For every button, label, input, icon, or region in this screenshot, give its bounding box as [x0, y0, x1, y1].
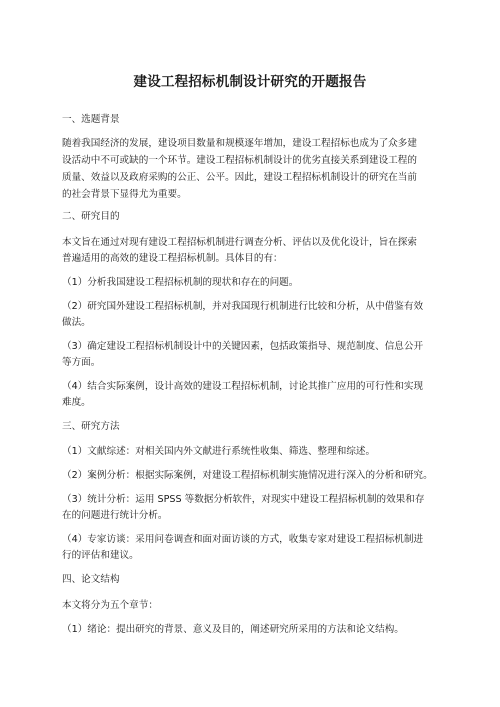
- list-item: （1）分析我国建设工程招标机制的现状和存在的问题。: [62, 277, 299, 288]
- paragraph-line: 设活动中不可或缺的一个环节。建设工程招标机制设计的优劣直接关系到建设工程的: [62, 155, 417, 166]
- heading-structure: 四、论文结构: [62, 574, 120, 585]
- list-item: （4）结合实际案例，设计高效的建设工程招标机制，讨论其推广应用的可行性和实现: [62, 381, 424, 392]
- list-item-continuation: 做法。: [62, 317, 91, 328]
- list-item-continuation: 难度。: [62, 397, 91, 408]
- paragraph-line: 本文将分为五个章节：: [62, 600, 158, 611]
- heading-purpose: 二、研究目的: [62, 211, 120, 222]
- paragraph-line: 随着我国经济的发展，建设项目数量和规模逐年增加，建设工程招标也成为了众多建: [62, 138, 417, 149]
- list-item: （3）统计分析：运用 SPSS 等数据分析软件，对现实中建设工程招标机制的效果和存: [62, 494, 425, 505]
- paragraph-line: 质量、效益以及政府采购的公正、公平。因此，建设工程招标机制设计的研究在当前: [62, 172, 417, 183]
- paragraph-line: 本文旨在通过对现有建设工程招标机制进行调查分析、评估以及优化设计，旨在探索: [62, 237, 417, 248]
- list-item: （2）研究国外建设工程招标机制，并对我国现行机制进行比较和分析，从中借鉴有效: [62, 301, 424, 312]
- list-item-continuation: 等方面。: [62, 357, 101, 368]
- paragraph-line: 的社会背景下显得尤为重要。: [62, 189, 187, 200]
- list-item: （3）确定建设工程招标机制设计中的关键因素，包括政策指导、规范制度、信息公开: [62, 341, 424, 352]
- list-item: （1）文献综述：对相关国内外文献进行系统性收集、筛选、整理和综述。: [62, 446, 376, 457]
- list-item: （2）案例分析：根据实际案例，对建设工程招标机制实施情况进行深入的分析和研究。: [62, 470, 433, 481]
- paragraph-line: 普遍适用的高效的建设工程招标机制。具体目的有：: [62, 253, 283, 264]
- list-item-continuation: 行的评估和建议。: [62, 550, 139, 561]
- heading-methods: 三、研究方法: [62, 421, 120, 432]
- list-item-continuation: 在的问题进行统计分析。: [62, 510, 168, 521]
- list-item: （1）绪论：提出研究的背景、意义及目的，阐述研究所采用的方法和论文结构。: [62, 624, 404, 635]
- list-item: （4）专家访谈：采用问卷调查和面对面访谈的方式，收集专家对建设工程招标机制进: [62, 534, 424, 545]
- document-title: 建设工程招标机制设计研究的开题报告: [133, 74, 367, 90]
- heading-background: 一、选题背景: [62, 114, 120, 125]
